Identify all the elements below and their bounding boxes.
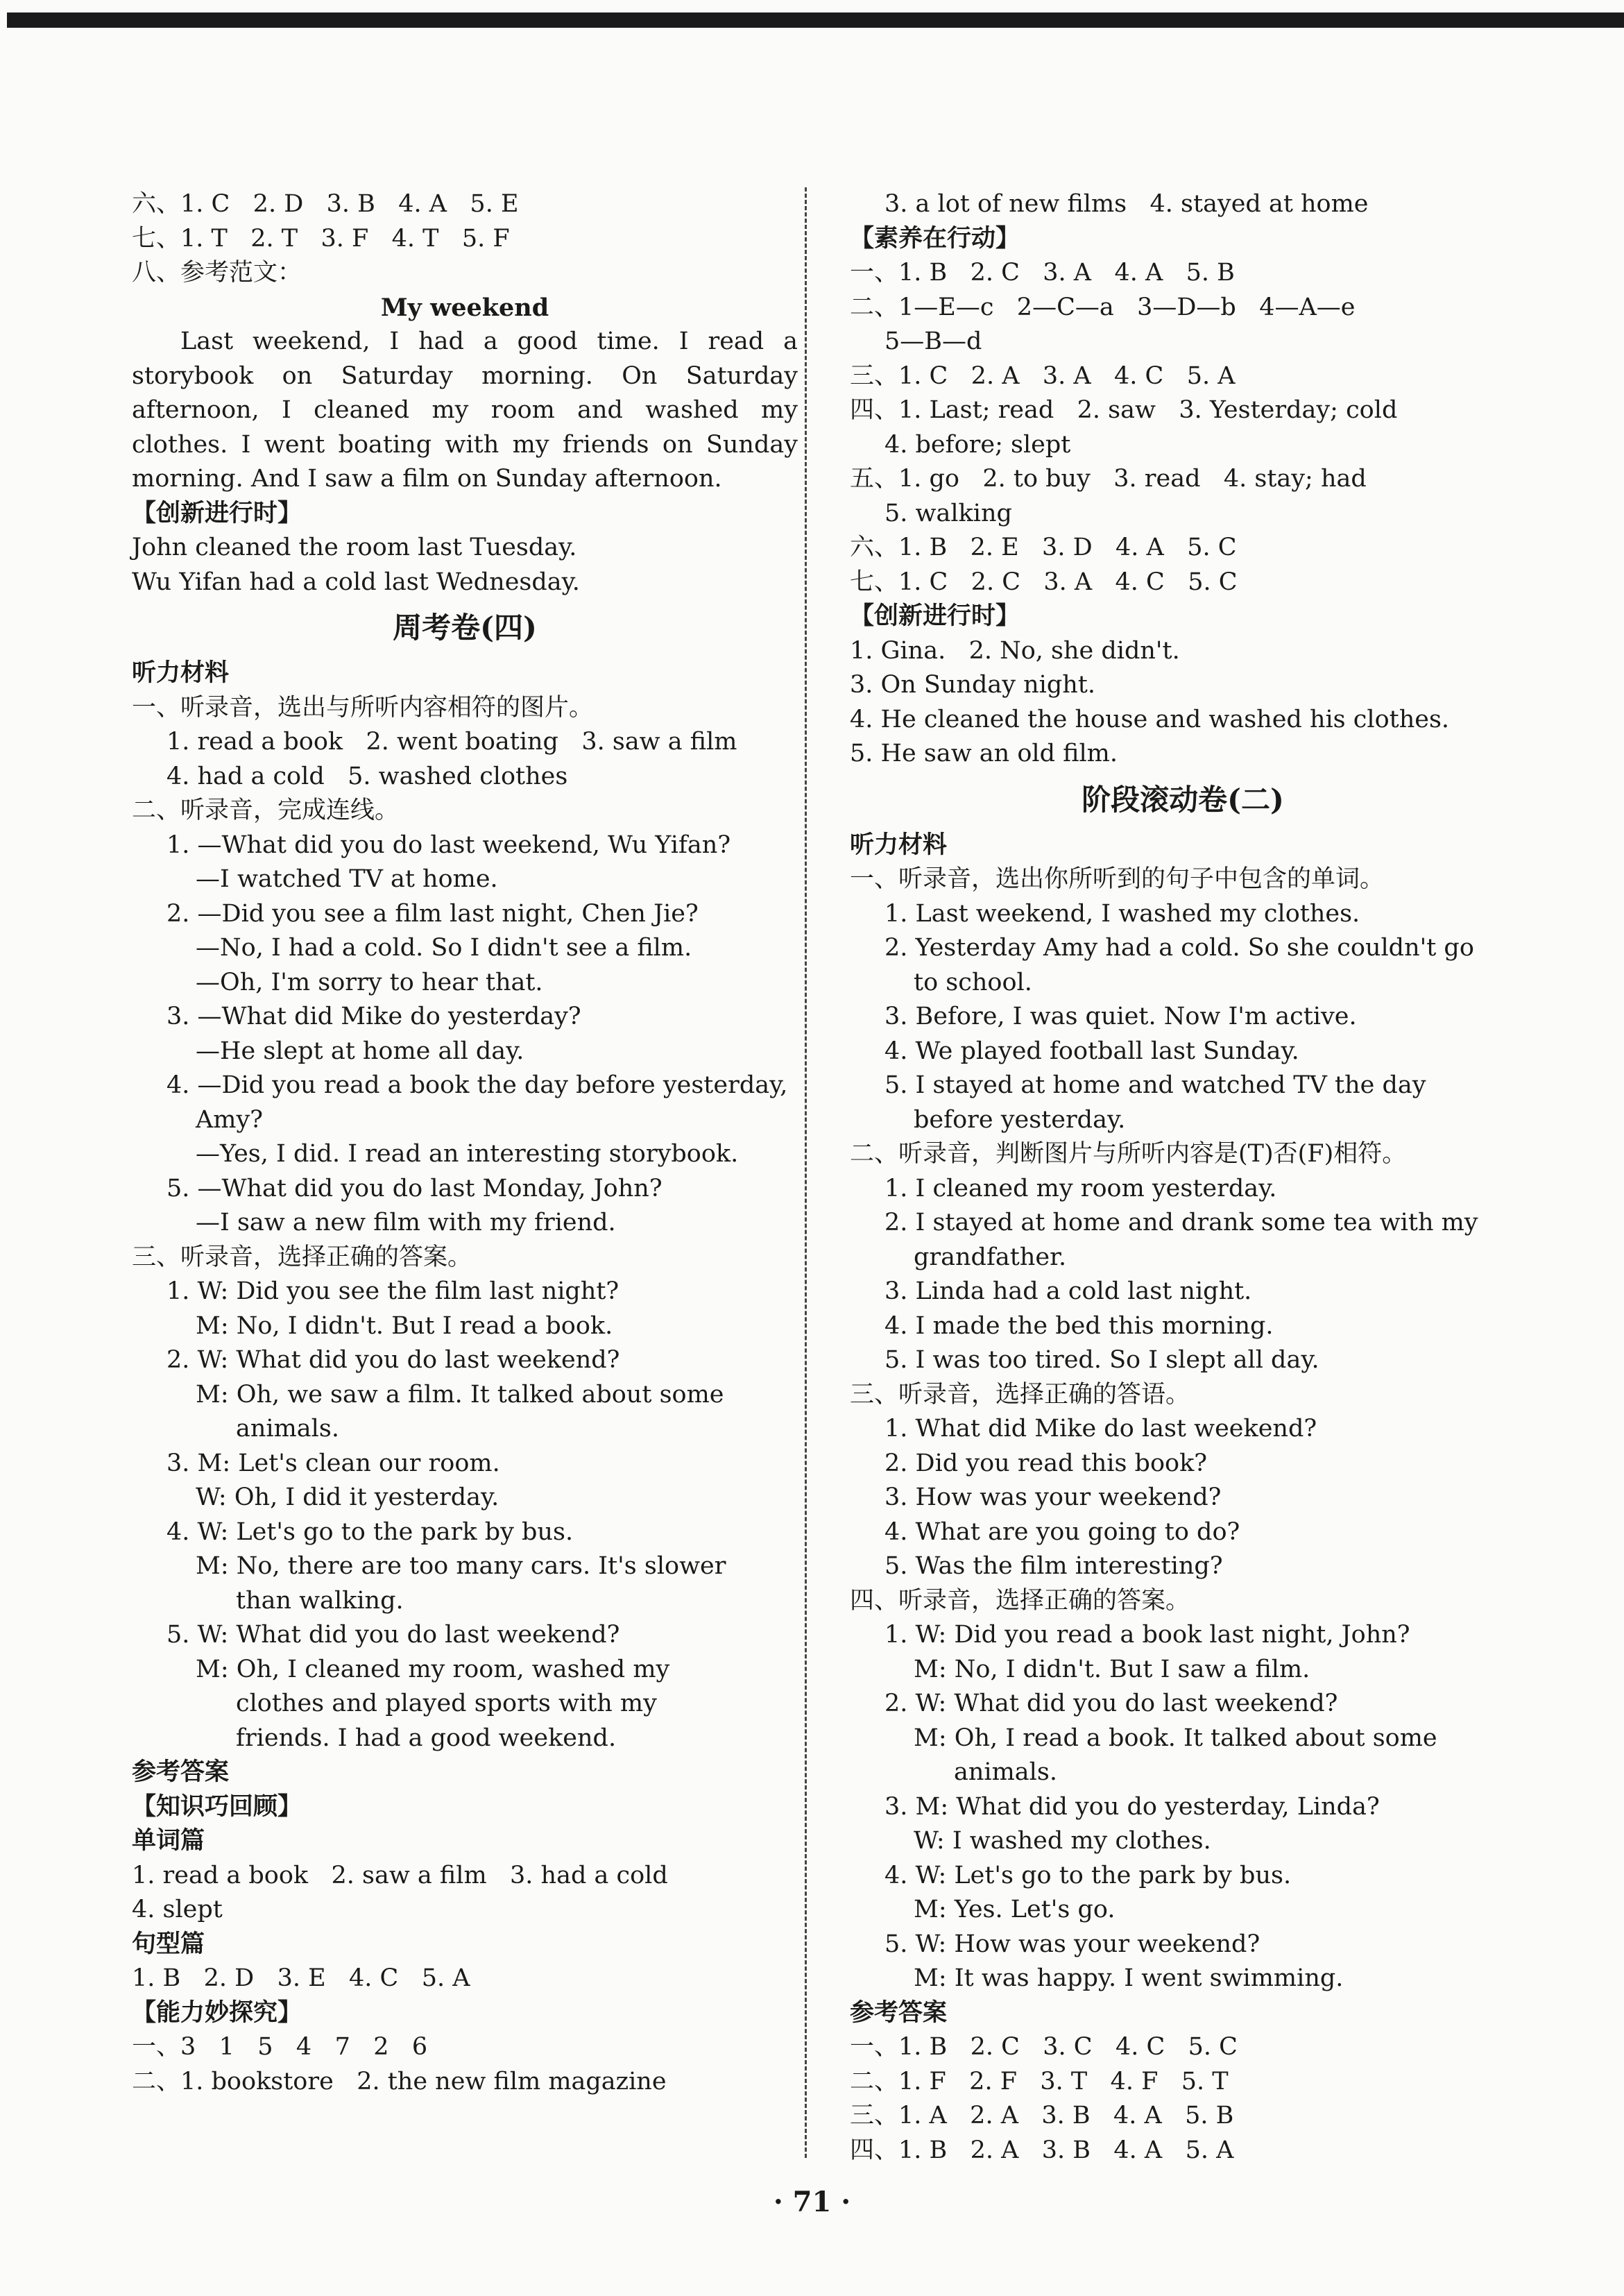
answer-line: 三、1. A 2. A 3. B 4. A 5. B	[850, 2102, 1234, 2129]
answer-line: 二、1. bookstore 2. the new film magazine	[132, 2067, 667, 2095]
question-title: 三、听录音，选择正确的答语。	[850, 1380, 1190, 1409]
answer-line: 四、1. B 2. A 3. B 4. A 5. A	[850, 2136, 1234, 2164]
answer-line: 四、1. Last; read 2. saw 3. Yesterday; cold	[850, 396, 1398, 424]
answer-line: 一、1. B 2. C 3. C 4. C 5. C	[850, 2033, 1238, 2061]
answer-line: 1. Gina. 2. No, she didn't.	[850, 636, 1180, 665]
dialogue-line: —No, I had a cold. So I didn't see a film.	[196, 934, 692, 962]
sentence-line: 1. What did Mike do last weekend?	[884, 1415, 1317, 1443]
heading-review: 【知识巧回顾】	[132, 1792, 302, 1821]
dialogue-line: 1. W: Did you see the film last night?	[166, 1277, 619, 1305]
item-line: 4. had a cold 5. washed clothes	[166, 762, 568, 790]
heading-answers: 参考答案	[132, 1758, 230, 1786]
dialogue-line: 4. W: Let's go to the park by bus.	[166, 1517, 574, 1546]
dialogue-line: M: It was happy. I went swimming.	[914, 1964, 1344, 1992]
dialogue-line: W: I washed my clothes.	[914, 1827, 1211, 1855]
essay-title: My weekend	[380, 293, 549, 322]
answer-line: 八、参考范文：	[132, 259, 302, 287]
section-title: 周考卷(四)	[393, 611, 537, 645]
dialogue-line: —Oh, I'm sorry to hear that.	[196, 968, 543, 996]
answer-line: 一、3 1 5 4 7 2 6	[132, 2033, 428, 2061]
heading-literacy: 【素养在行动】	[850, 224, 1020, 253]
dialogue-line: M: Yes. Let's go.	[914, 1896, 1116, 1923]
answer-line: 5. walking	[884, 499, 1012, 527]
dialogue-line: 5. W: What did you do last weekend?	[166, 1621, 620, 1649]
sentence-line: 3. How was your weekend?	[884, 1483, 1222, 1511]
dialogue-line: Amy?	[196, 1105, 264, 1134]
dialogue-line: 2. W: What did you do last weekend?	[166, 1346, 620, 1374]
dialogue-line: 3. M: What did you do yesterday, Linda?	[884, 1792, 1380, 1821]
sentence-line: to school.	[914, 968, 1032, 996]
dialogue-line: —He slept at home all day.	[196, 1037, 524, 1065]
answer-line: 二、1—E—c 2—C—a 3—D—b 4—A—e	[850, 293, 1356, 321]
sentence-line: 4. We played football last Sunday.	[884, 1037, 1299, 1065]
heading-sentences: 句型篇	[132, 1930, 205, 1958]
sentence-line: 5. I was too tired. So I slept all day.	[884, 1346, 1319, 1374]
right-column	[850, 187, 1516, 2168]
dialogue-line: M: Oh, I read a book. It talked about some	[914, 1724, 1437, 1752]
dialogue-line: clothes and played sports with my	[236, 1690, 657, 1717]
dialogue-line: —I saw a new film with my friend.	[196, 1209, 616, 1236]
answer-line: Wu Yifan had a cold last Wednesday.	[132, 568, 580, 596]
dialogue-line: 5. W: How was your weekend?	[884, 1930, 1260, 1958]
sentence-line: 2. Did you read this book?	[884, 1449, 1208, 1477]
question-title: 一、听录音，选出你所听到的句子中包含的单词。	[850, 865, 1385, 893]
question-title: 四、听录音，选择正确的答案。	[850, 1586, 1190, 1615]
left-column	[132, 187, 798, 2099]
answer-line: 4. slept	[132, 1896, 223, 1923]
sentence-line: 5. Was the film interesting?	[884, 1552, 1223, 1580]
dialogue-line: —I watched TV at home.	[196, 865, 498, 893]
sentence-line: 3. Linda had a cold last night.	[884, 1277, 1252, 1305]
heading-listening: 听力材料	[132, 659, 230, 687]
sentence-line: 5. I stayed at home and watched TV the day	[884, 1071, 1426, 1099]
dialogue-line: —Yes, I did. I read an interesting storybook.	[196, 1140, 739, 1168]
answer-line: 3. a lot of new films 4. stayed at home	[884, 190, 1369, 218]
sentence-line: 1. I cleaned my room yesterday.	[884, 1174, 1277, 1202]
section-title: 阶段滚动卷(二)	[1082, 782, 1284, 817]
dialogue-line: friends. I had a good weekend.	[236, 1724, 617, 1752]
essay-text: Last weekend, I had a good time. I read a storybook on Saturday morning. On Saturday afternoon, I cleaned my room and washed my clothes. I went boating with my friends on Sunday morning. And I saw a film on Sunday afternoon.	[132, 328, 798, 493]
sentence-line: 3. Before, I was quiet. Now I'm active.	[884, 1003, 1357, 1030]
column-divider	[805, 187, 807, 2158]
question-title: 二、听录音，完成连线。	[132, 797, 400, 824]
item-line: 1. read a book 2. went boating 3. saw a film	[166, 728, 737, 756]
answer-line: 二、1. F 2. F 3. T 4. F 5. T	[850, 2067, 1229, 2095]
dialogue-line: 3. —What did Mike do yesterday?	[166, 1003, 581, 1030]
page-number: · 71 ·	[773, 2186, 851, 2218]
dialogue-line: animals.	[954, 1758, 1057, 1786]
answer-line: 一、1. B 2. C 3. A 4. A 5. B	[850, 259, 1235, 287]
dialogue-line: M: No, I didn't. But I read a book.	[196, 1311, 613, 1340]
answer-line: 3. On Sunday night.	[850, 671, 1095, 699]
answer-line: 1. read a book 2. saw a film 3. had a cold	[132, 1861, 668, 1889]
heading-words: 单词篇	[132, 1827, 205, 1855]
sentence-line: 2. I stayed at home and drank some tea with my	[884, 1209, 1478, 1236]
heading-answers: 参考答案	[850, 1998, 948, 2027]
answer-line: 4. before; slept	[884, 430, 1071, 459]
answer-line: John cleaned the room last Tuesday.	[132, 534, 577, 561]
answer-line: 5—B—d	[884, 328, 982, 355]
heading-innovation: 【创新进行时】	[850, 602, 1020, 630]
heading-innovation: 【创新进行时】	[132, 499, 302, 527]
heading-ability: 【能力妙探究】	[132, 1998, 302, 2027]
dialogue-line: animals.	[236, 1415, 339, 1443]
question-title: 二、听录音，判断图片与所听内容是(T)否(F)相符。	[850, 1140, 1407, 1168]
dialogue-line: 4. W: Let's go to the park by bus.	[884, 1861, 1292, 1889]
sentence-line: 2. Yesterday Amy had a cold. So she couldn't go	[884, 934, 1474, 962]
dialogue-line: than walking.	[236, 1586, 404, 1615]
dialogue-line: 3. M: Let's clean our room.	[166, 1449, 500, 1477]
sentence-line: 4. I made the bed this morning.	[884, 1311, 1274, 1340]
sentence-line: 4. What are you going to do?	[884, 1517, 1240, 1546]
answer-line: 七、1. T 2. T 3. F 4. T 5. F	[132, 224, 510, 253]
sentence-line: 1. Last weekend, I washed my clothes.	[884, 899, 1360, 928]
heading-listening: 听力材料	[850, 831, 948, 859]
dialogue-line: M: No, there are too many cars. It's slower	[196, 1552, 726, 1580]
dialogue-line: M: No, I didn't. But I saw a film.	[914, 1655, 1310, 1683]
question-title: 一、听录音，选出与所听内容相符的图片。	[132, 693, 594, 722]
answer-line: 五、1. go 2. to buy 3. read 4. stay; had	[850, 465, 1367, 493]
sentence-line: grandfather.	[914, 1243, 1067, 1271]
dialogue-line: M: Oh, I cleaned my room, washed my	[196, 1655, 670, 1683]
dialogue-line: 1. W: Did you read a book last night, John?	[884, 1621, 1410, 1649]
dialogue-line: 4. —Did you read a book the day before yesterday,	[166, 1071, 788, 1099]
answer-line: 4. He cleaned the house and washed his clothes.	[850, 705, 1450, 733]
sentence-line: before yesterday.	[914, 1105, 1126, 1134]
answer-line: 1. B 2. D 3. E 4. C 5. A	[132, 1964, 470, 1992]
question-title: 三、听录音，选择正确的答案。	[132, 1243, 472, 1271]
answer-line: 七、1. C 2. C 3. A 4. C 5. C	[850, 568, 1238, 596]
dialogue-line: 1. —What did you do last weekend, Wu Yifan?	[166, 831, 731, 859]
top-border-bar	[7, 12, 1624, 28]
answer-line: 六、1. C 2. D 3. B 4. A 5. E	[132, 190, 519, 218]
dialogue-line: 2. W: What did you do last weekend?	[884, 1690, 1338, 1717]
answer-line: 六、1. B 2. E 3. D 4. A 5. C	[850, 534, 1237, 561]
answer-line: 5. He saw an old film.	[850, 740, 1118, 767]
dialogue-line: W: Oh, I did it yesterday.	[196, 1483, 499, 1511]
dialogue-line: 2. —Did you see a film last night, Chen Jie?	[166, 899, 699, 928]
answer-line: 三、1. C 2. A 3. A 4. C 5. A	[850, 362, 1236, 390]
dialogue-line: 5. —What did you do last Monday, John?	[166, 1174, 663, 1202]
dialogue-line: M: Oh, we saw a film. It talked about some	[196, 1380, 724, 1409]
